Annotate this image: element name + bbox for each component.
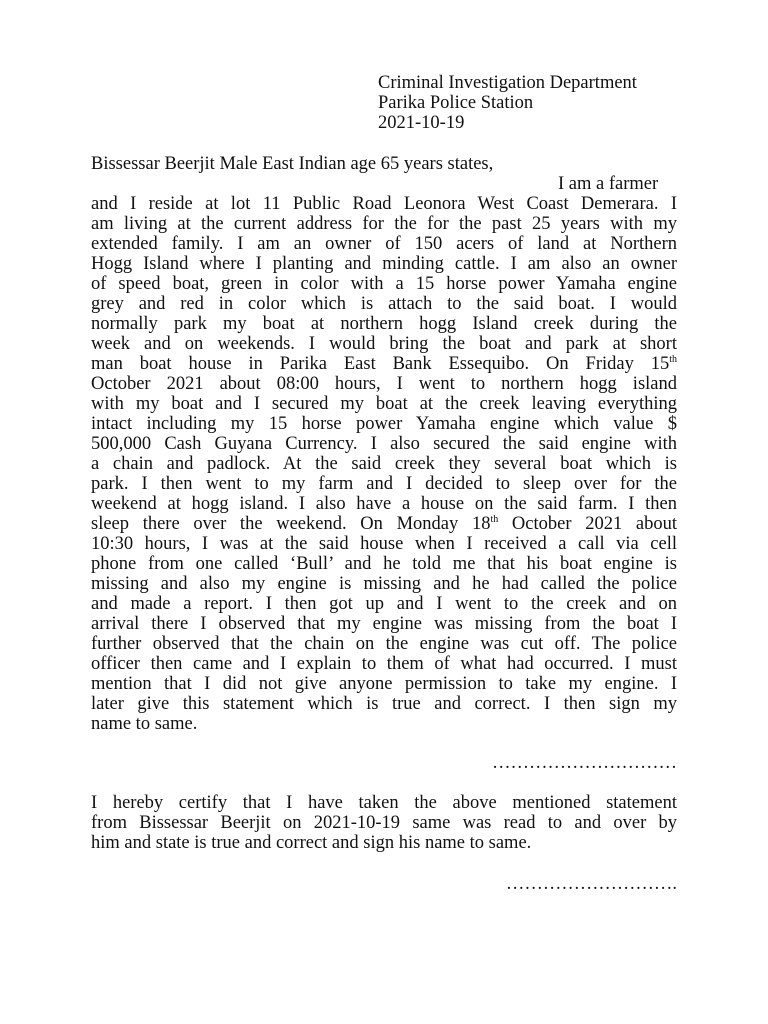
statement-line: grey and red in color which is attach to the said boat. I would (91, 294, 677, 314)
statement-line: and made a report. I then got up and I went to the creek and on (91, 594, 677, 614)
certification-paragraph (91, 793, 677, 853)
department-name: Criminal Investigation Department (378, 73, 637, 93)
statement-line: extended family. I am an owner of 150 acers of land at Northern (91, 234, 677, 254)
statement-line: of speed boat, green in color with a 15 horse power Yamaha engine (91, 274, 677, 294)
statement-line: 500,000 Cash Guyana Currency. I also secured the said engine with (91, 434, 677, 454)
station-name: Parika Police Station (378, 93, 534, 113)
statement-line: October 2021 about 08:00 hours, I went to northern hogg island (91, 374, 677, 394)
statement-date: 2021-10-19 (378, 113, 465, 133)
statement-line: missing and also my engine is missing and he had called the police (91, 574, 677, 594)
statement-line: mention that I did not give anyone permission to take my engine. I (91, 674, 677, 694)
statement-line: further observed that the chain on the engine was cut off. The police (91, 634, 677, 654)
statement-line: name to same. (91, 714, 198, 734)
document-header (378, 73, 637, 133)
statement-line-text: sleep there over the weekend. On Monday 18 (91, 514, 491, 534)
certification-line: from Bissessar Beerjit on 2021-10-19 same was read to and over by (91, 813, 677, 833)
statement-line-with-superscript (91, 354, 677, 374)
statement-body (91, 194, 677, 734)
statement-line-text: man boat house in Parika East Bank Essequibo. On Friday 15 (91, 354, 670, 374)
statement-line: intact including my 15 horse power Yamaha engine which value $ (91, 414, 677, 434)
statement-line: and I reside at lot 11 Public Road Leonora West Coast Demerara. I (91, 194, 677, 214)
statement-line: am living at the current address for the for the past 25 years with my (91, 214, 677, 234)
statement-intro: Bissessar Beerjit Male East Indian age 65 years states, (91, 154, 494, 174)
statement-line: normally park my boat at northern hogg Island creek during the (91, 314, 677, 334)
statement-line-text: October 2021 about (498, 514, 677, 534)
statement-line: a chain and padlock. At the said creek they several boat which is (91, 454, 677, 474)
statement-line: with my boat and I secured my boat at the creek leaving everything (91, 394, 677, 414)
statement-line: 10:30 hours, I was at the said house when I received a call via cell (91, 534, 677, 554)
ordinal-superscript: th (669, 353, 677, 365)
statement-line-with-superscript (91, 514, 677, 534)
statement-line: Hogg Island where I planting and minding cattle. I am also an owner (91, 254, 677, 274)
statement-line: arrival there I observed that my engine was missing from the boat I (91, 614, 677, 634)
statement-line: phone from one called ‘Bull’ and he told me that his boat engine is (91, 554, 677, 574)
statement-opening: I am a farmer (558, 174, 659, 194)
signature-line-statement-giver: ………………………… (492, 753, 677, 773)
certification-line: I hereby certify that I have taken the above mentioned statement (91, 793, 677, 813)
certification-line: him and state is true and correct and sign his name to same. (91, 833, 532, 853)
ordinal-superscript: th (490, 513, 499, 525)
statement-line: park. I then went to my farm and I decided to sleep over for the (91, 474, 677, 494)
statement-line: officer then came and I explain to them of what had occurred. I must (91, 654, 677, 674)
statement-line: weekend at hogg island. I also have a house on the said farm. I then (91, 494, 677, 514)
signature-line-officer: ………………………. (505, 874, 677, 894)
statement-line: week and on weekends. I would bring the boat and park at short (91, 334, 677, 354)
statement-line: later give this statement which is true and correct. I then sign my (91, 694, 677, 714)
